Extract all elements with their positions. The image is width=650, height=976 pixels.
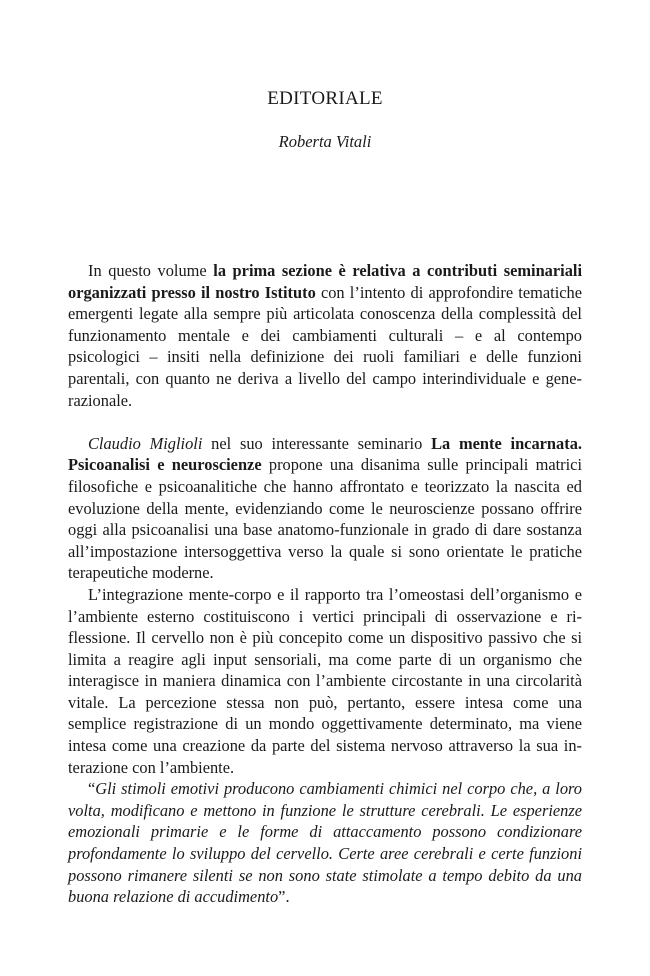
paragraph-intro — [68, 260, 582, 411]
document-page — [68, 0, 582, 976]
text-segment: propone una disanima sulle principali matrici filosofiche e psicoanalitiche che hanno affrontato e teorizzato la nascita ed evoluzione della mente, evidenziando come le neuroscienze possano offrire oggi alla psicoanalisi una base anatomo-funzionale in grado di dare sostanza all’impostazione intersoggettiva verso la quale si sono orientate le pratiche terapeutiche moderne. — [68, 455, 583, 583]
paragraph-quote — [68, 778, 582, 908]
author-reference: Claudio Miglioli — [88, 433, 203, 453]
bold-text-segment: la prima sezione è relativa a contributi seminariali organizzati presso il nostro Istituto — [68, 261, 583, 302]
text-segment: con l’intento di approfondire tematiche emergenti legate alla sempre più articolata conoscenza della complessità del funzionamento mentale e dei cambiamenti culturali – e al contempo psicologici – insiti nella definizione dei ruoli familiari e delle funzioni parentali, con quanto ne deriva a livello del campo interindividuale e generazionale. — [68, 282, 583, 410]
text-segment: In questo volume — [88, 261, 214, 280]
text-segment: nel suo interessante seminario — [202, 433, 432, 453]
text-segment: L’integrazione mente-corpo e il rapporto tra l’omeostasi dell’organismo e l’ambiente esterno costituiscono i vertici principali di osservazione e riflessione. Il cervello non è più concepito come un dispositivo passivo che si limita a reagire agli input sensoriali, ma come parte di un organismo che interagisce in maniera dinamica con l’ambiente circostante in una circolarità vitale. La percezione stessa non può, pertanto, essere intesa come una semplice registrazione di un mondo oggettivamente determinato, ma viene intesa come una creazione da parte del sistema nervoso attraverso la sua interazione con l’ambiente. — [68, 584, 582, 777]
quote-open-mark: “ — [88, 779, 96, 799]
article-body — [68, 260, 582, 908]
page-title: EDITORIALE — [267, 88, 383, 109]
paragraph-integration — [68, 584, 582, 778]
quoted-text: Gli stimoli emotivi producono cambiamenti chimici nel corpo che, a loro volta, modificano e mettono in funzione le strutture cerebrali. Le esperienze emozionali primarie e le forme di attaccamento possono condizionare profondamente lo sviluppo del cervello. Certe aree cerebrali e certe funzioni possono rimanere silenti se non sono state stimolate a tempo debito da una buona relazione di accudimento — [68, 779, 582, 907]
seminar-title: La mente incarnata. Psicoanalisi e neuroscienze — [68, 433, 582, 475]
author-name: Roberta Vitali — [278, 132, 372, 151]
paragraph-seminar — [68, 433, 582, 584]
quote-close-mark: ”. — [278, 887, 290, 907]
